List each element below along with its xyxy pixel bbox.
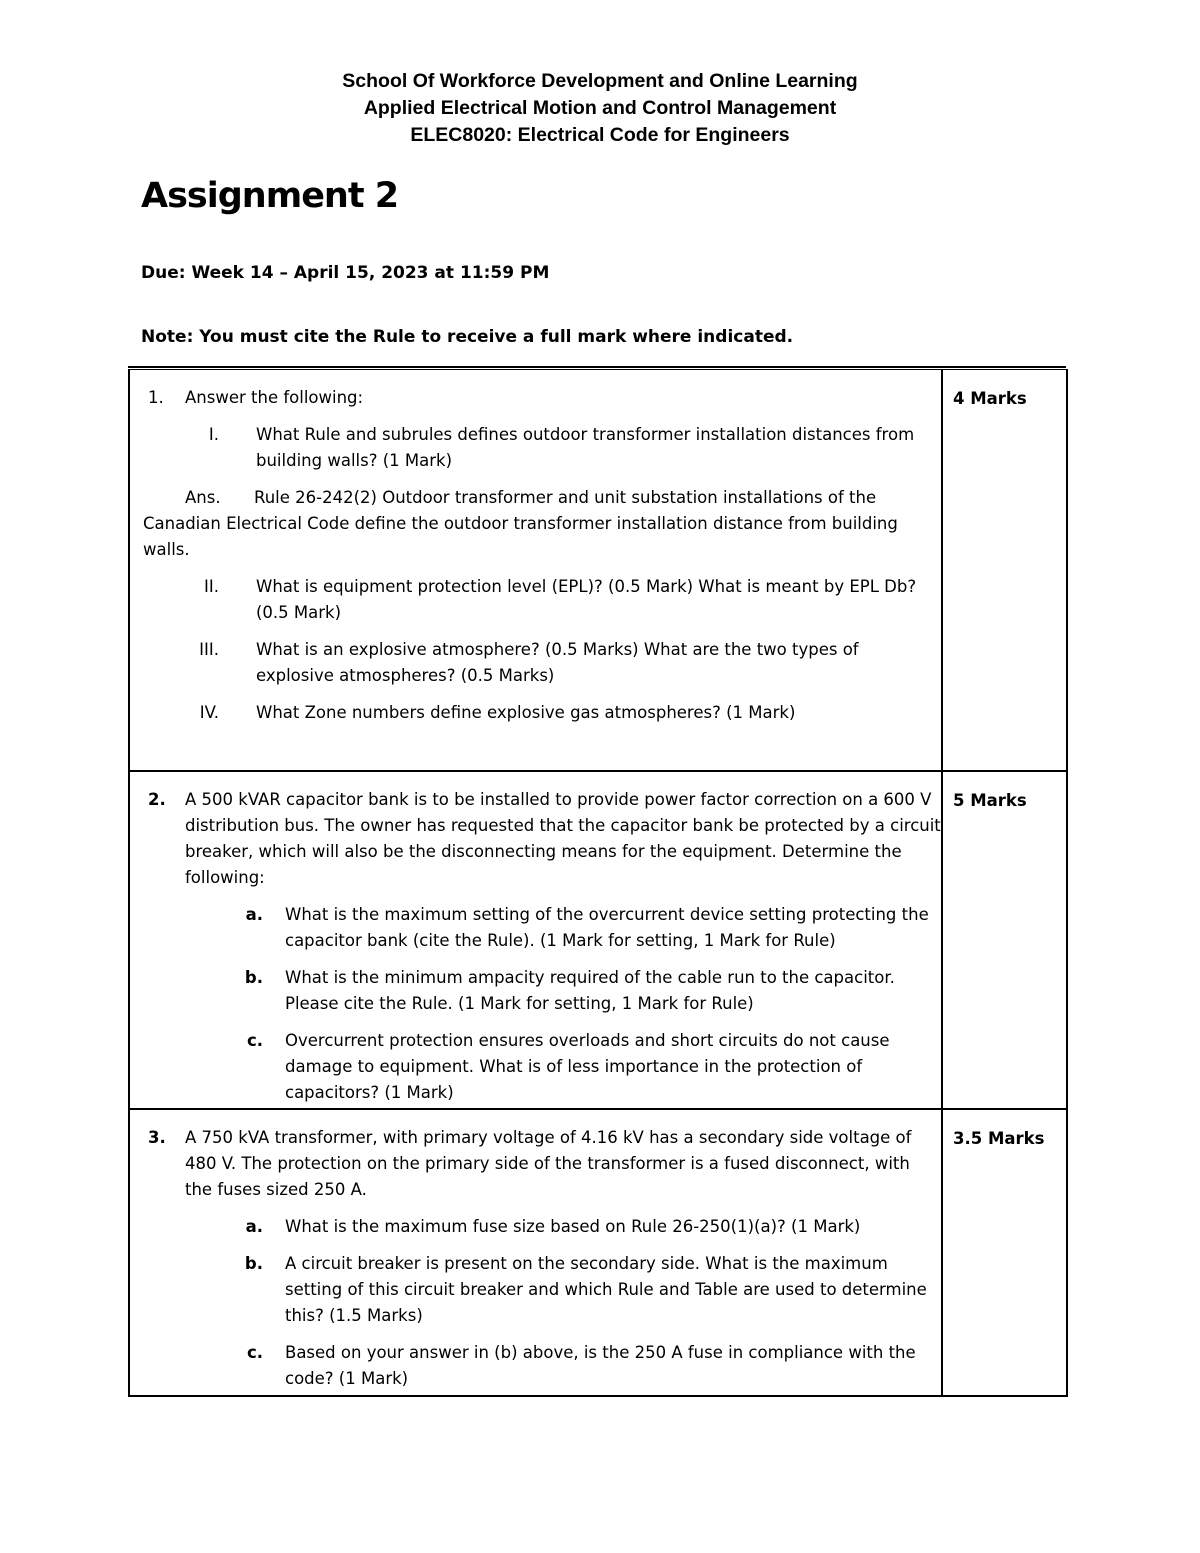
sub-question (143, 1214, 941, 1240)
question-prompt: A 750 kVA transformer, with primary voltage of 4.16 kV has a secondary side voltage of 480 V. The protection on the primary side of the transformer is a fused disconnect, with the fuses sized 250 A. (185, 1128, 912, 1199)
due-date: Due: Week 14 – April 15, 2023 at 11:59 PM (141, 263, 550, 283)
assignment-title: Assignment 2 (141, 176, 399, 216)
sub-question-text: What is an explosive atmosphere? (0.5 Marks) What are the two types of explosive atmospheres? (0.5 Marks) (256, 640, 859, 685)
sub-question-label: I. (208, 425, 219, 444)
sub-question-label: b. (244, 1254, 263, 1273)
sub-question-text: What is the maximum fuse size based on Rule 26-250(1)(a)? (1 Mark) (285, 1217, 861, 1236)
sub-question-label: b. (244, 968, 263, 987)
question-number: 1. (148, 388, 164, 407)
question-cell (129, 1109, 942, 1396)
question-cell (129, 771, 942, 1109)
answer-text: Rule 26-242(2) Outdoor transformer and unit substation installations of the Canadian Electrical Code define the outdoor transformer installation distance from building walls. (143, 488, 898, 559)
question-prompt: A 500 kVAR capacitor bank is to be installed to provide power factor correction on a 600 V distribution bus. The owner has requested that the capacitor bank be protected by a circuit breaker, which will also be the disconnecting means for the equipment. Determine the following: (185, 790, 941, 887)
marks-cell (942, 771, 1067, 1109)
sub-question-text: A circuit breaker is present on the secondary side. What is the maximum setting of this circuit breaker and which Rule and Table are used to determine this? (1.5 Marks) (285, 1254, 927, 1325)
marks-cell (942, 1109, 1067, 1396)
sub-question-label: a. (245, 905, 263, 924)
citation-note: Note: You must cite the Rule to receive a full mark where indicated. (141, 327, 794, 347)
sub-question (143, 574, 941, 626)
sub-question-text: What is the maximum setting of the overcurrent device setting protecting the capacitor bank (cite the Rule). (1 Mark for setting, 1 Mark for Rule) (285, 905, 929, 950)
sub-question-text: What is the minimum ampacity required of the cable run to the capacitor. Please cite the Rule. (1 Mark for setting, 1 Mark for Rule) (285, 968, 895, 1013)
sub-question-text: What is equipment protection level (EPL)? (0.5 Mark) What is meant by EPL Db? (0.5 Mark) (256, 577, 917, 622)
sub-question-label: II. (204, 577, 219, 596)
sub-question-label: IV. (199, 703, 219, 722)
marks-value: 4 Marks (953, 389, 1027, 408)
sub-question (143, 902, 941, 954)
course-name: ELEC8020: Electrical Code for Engineers (410, 124, 790, 146)
question-row-3 (129, 1109, 1067, 1396)
marks-cell (942, 369, 1067, 771)
school-name: School Of Workforce Development and Online Learning (342, 70, 858, 92)
question-row-1 (129, 369, 1067, 771)
sub-question (143, 700, 941, 726)
sub-question-text: What Rule and subrules defines outdoor transformer installation distances from building walls? (1 Mark) (256, 425, 915, 470)
answer-label: Ans. (185, 488, 221, 507)
question-number: 2. (148, 790, 166, 809)
sub-question-label: a. (245, 1217, 263, 1236)
question-number: 3. (148, 1128, 166, 1147)
sub-question (143, 1028, 941, 1106)
question-prompt: Answer the following: (185, 388, 364, 407)
sub-question (143, 422, 941, 474)
answer (143, 485, 941, 563)
question-cell (129, 369, 942, 771)
sub-question (143, 965, 941, 1017)
sub-question-text: Overcurrent protection ensures overloads and short circuits do not cause damage to equipment. What is of less importance in the protection of capacitors? (1 Mark) (285, 1031, 890, 1102)
question-row-2 (129, 771, 1067, 1109)
marks-value: 5 Marks (953, 791, 1027, 810)
marks-value: 3.5 Marks (953, 1129, 1045, 1148)
sub-question-text: What Zone numbers define explosive gas atmospheres? (1 Mark) (256, 703, 796, 722)
sub-question (143, 1251, 941, 1329)
sub-question-label: c. (246, 1031, 263, 1050)
sub-question (143, 1340, 941, 1392)
document-header (0, 68, 1200, 149)
sub-question-label: c. (246, 1343, 263, 1362)
sub-question (143, 637, 941, 689)
questions-table (128, 369, 1068, 1397)
sub-question-label: III. (199, 640, 219, 659)
sub-question-text: Based on your answer in (b) above, is the 250 A fuse in compliance with the code? (1 Mark) (285, 1343, 916, 1388)
program-name: Applied Electrical Motion and Control Management (363, 97, 837, 119)
